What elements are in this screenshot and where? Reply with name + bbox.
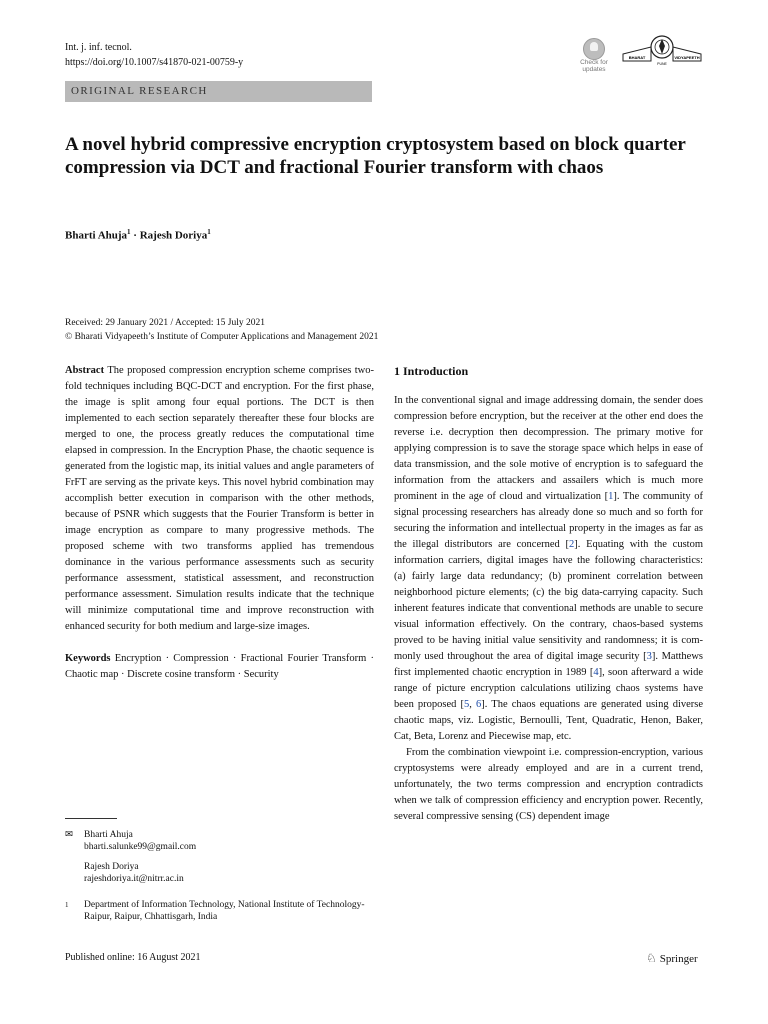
affiliation-number: 1 [65, 901, 69, 909]
keywords-label: Keywords [65, 653, 111, 664]
affiliation-marker: 1 [127, 228, 131, 236]
correspondent-email[interactable]: rajeshdoriya.it@nitrr.ac.in [84, 874, 184, 884]
author-separator: · [130, 229, 140, 242]
affiliation-note [65, 899, 375, 923]
svg-text:BHARAT: BHARAT [628, 55, 646, 60]
citation-link[interactable]: 4 [593, 667, 599, 678]
abstract [65, 363, 374, 635]
keywords-text: Encryption · Compression · Fractional Fourier Transform · Chaotic map · Discrete cosine transform · Security [65, 653, 374, 680]
citation-link[interactable]: 1 [608, 491, 614, 502]
envelope-icon: ✉ [65, 830, 73, 840]
institution-seal-icon [621, 30, 703, 68]
citation-link[interactable]: 3 [646, 651, 652, 662]
doi-link[interactable]: https://doi.org/10.1007/s41870-021-00759-y [65, 57, 244, 68]
paper-title: A novel hybrid compressive encryption cryptosystem based on block quarter compression via DCT and fractional Fourier transform with chaos [65, 134, 686, 178]
abstract-text: The proposed compression encryption scheme comprises two-fold techniques including BQC-DCT and encryption. For the first phase, the image is split among four equal portions. The DCT is then implemented to each section separately thereafter these four blocks are merged to one, the process greatly reduces the computational time elapsed in compression. In the Encryption Phase, the chaotic sequence is generated from the logistic map, its initial values and angle parameters of FrFT are serving as the private keys. This novel hybrid combination may accomplish better execution in comparison with the other methods, because of PSNR which suggests that the Fourier Transform is better in image encryption as compare to many progressive methods. The proposed scheme with two transforms applied has tremendous dominance in the various performance assessments such as security performance assessment, statistical assessment, and reconstruction performance assessment. Simulation results indicate that the technique will minimize computational time and improve reconstruction with enhanced security for both medium and large-size images. [65, 365, 374, 632]
author-list [65, 228, 211, 242]
author-name[interactable]: Rajesh Doriya [139, 229, 208, 242]
correspondent-name: Rajesh Doriya [84, 862, 139, 872]
affiliation-text: Department of Information Technology, National Institute of Technology-Raipur, Raipur, Chhattisgarh, India [84, 900, 365, 922]
received-accepted-dates: Received: 29 January 2021 / Accepted: 15 July 2021 [65, 318, 265, 328]
copyright-notice: © Bharati Vidyapeeth’s Institute of Computer Applications and Management 2021 [65, 332, 379, 342]
citation-link[interactable]: 5 [464, 699, 470, 710]
citation-link[interactable]: 2 [568, 539, 575, 550]
publisher-name: Springer [659, 953, 698, 965]
affiliation-marker: 1 [207, 228, 211, 236]
bookmark-icon [583, 38, 605, 60]
section-heading-introduction: 1 Introduction [394, 364, 469, 378]
correspondent-name: Bharti Ahuja [84, 830, 133, 840]
left-column [65, 363, 374, 683]
author-name[interactable]: Bharti Ahuja [65, 229, 128, 242]
correspondent-email[interactable]: bharti.salunke99@gmail.com [84, 842, 197, 852]
svg-text:VIDYAPEETH: VIDYAPEETH [674, 55, 700, 60]
check-for-updates-label: Check for updates [580, 59, 608, 73]
intro-paragraph-2: From the combination viewpoint i.e. compression-encryption, various cryptosystems were already employed and are in a current trend, unfortunately, the two terms compression and encryption contradicts when we talk of compression efficiency and encryption power. Recently, several compressive sensing (CS) dependent image [394, 747, 703, 822]
abstract-label: Abstract [65, 365, 105, 376]
published-date: Published online: 16 August 2021 [65, 952, 201, 963]
article-dates [65, 316, 378, 344]
article-type-banner: ORIGINAL RESEARCH [65, 81, 372, 102]
footnote-divider [65, 818, 117, 819]
svg-text:PUNE: PUNE [657, 62, 667, 66]
bharati-vidyapeeth-logo [621, 30, 703, 68]
intro-paragraph-1: In the conventional signal and image addressing domain, the sender does compression before encryption, but the receiver at the other end does the reverse i.e. decryption then decompression. The primary motive for applying compression is to save the storage space which helps in ease of data transmission, and the sole motive of encryption is to safeguard the information from the attackers and assailers which is much more prominent in the age of cloud and virtualization [1]. The community of signal processing researchers has already done so much and so forth for securing the information and intellectual property in the images as far as the illegal distributors are concerned [2]. Equating with the custom information carriers, digital images have the following characteristics: (a) fairly large data redundancy; (b) prominent correlation between neighborhood picture elements; (c) the big data-carrying capacity. Such inherent features indicate that conventional methods are unable to secure visual information effectively. On the contrary, chaos-based systems proved to be having initial value sensitivity and randomness; it is commonly used throughout the area of digital image security [3]. Matthews first implemented chaotic encryption in 1989 [4], soon afterward a wide range of picture encryption calculations utilizing chaos systems have been proposed [5, 6]. The chaos equations are generated using diverse chaotic maps, viz. Logistic, Bernoulli, Tent, Quadratic, Henon, Baker, Cat, Beta, Lorenz and Piecewise map, etc. [394, 395, 704, 742]
keywords [65, 651, 374, 683]
journal-name: Int. j. inf. tecnol. [65, 42, 132, 53]
springer-horse-icon: ♘ [646, 951, 657, 965]
check-for-updates-badge[interactable] [574, 38, 614, 72]
right-column [394, 363, 703, 825]
journal-info [65, 40, 243, 70]
correspondence-block [65, 829, 196, 885]
citation-link[interactable]: 6 [476, 699, 482, 710]
publisher-logo [646, 951, 698, 966]
